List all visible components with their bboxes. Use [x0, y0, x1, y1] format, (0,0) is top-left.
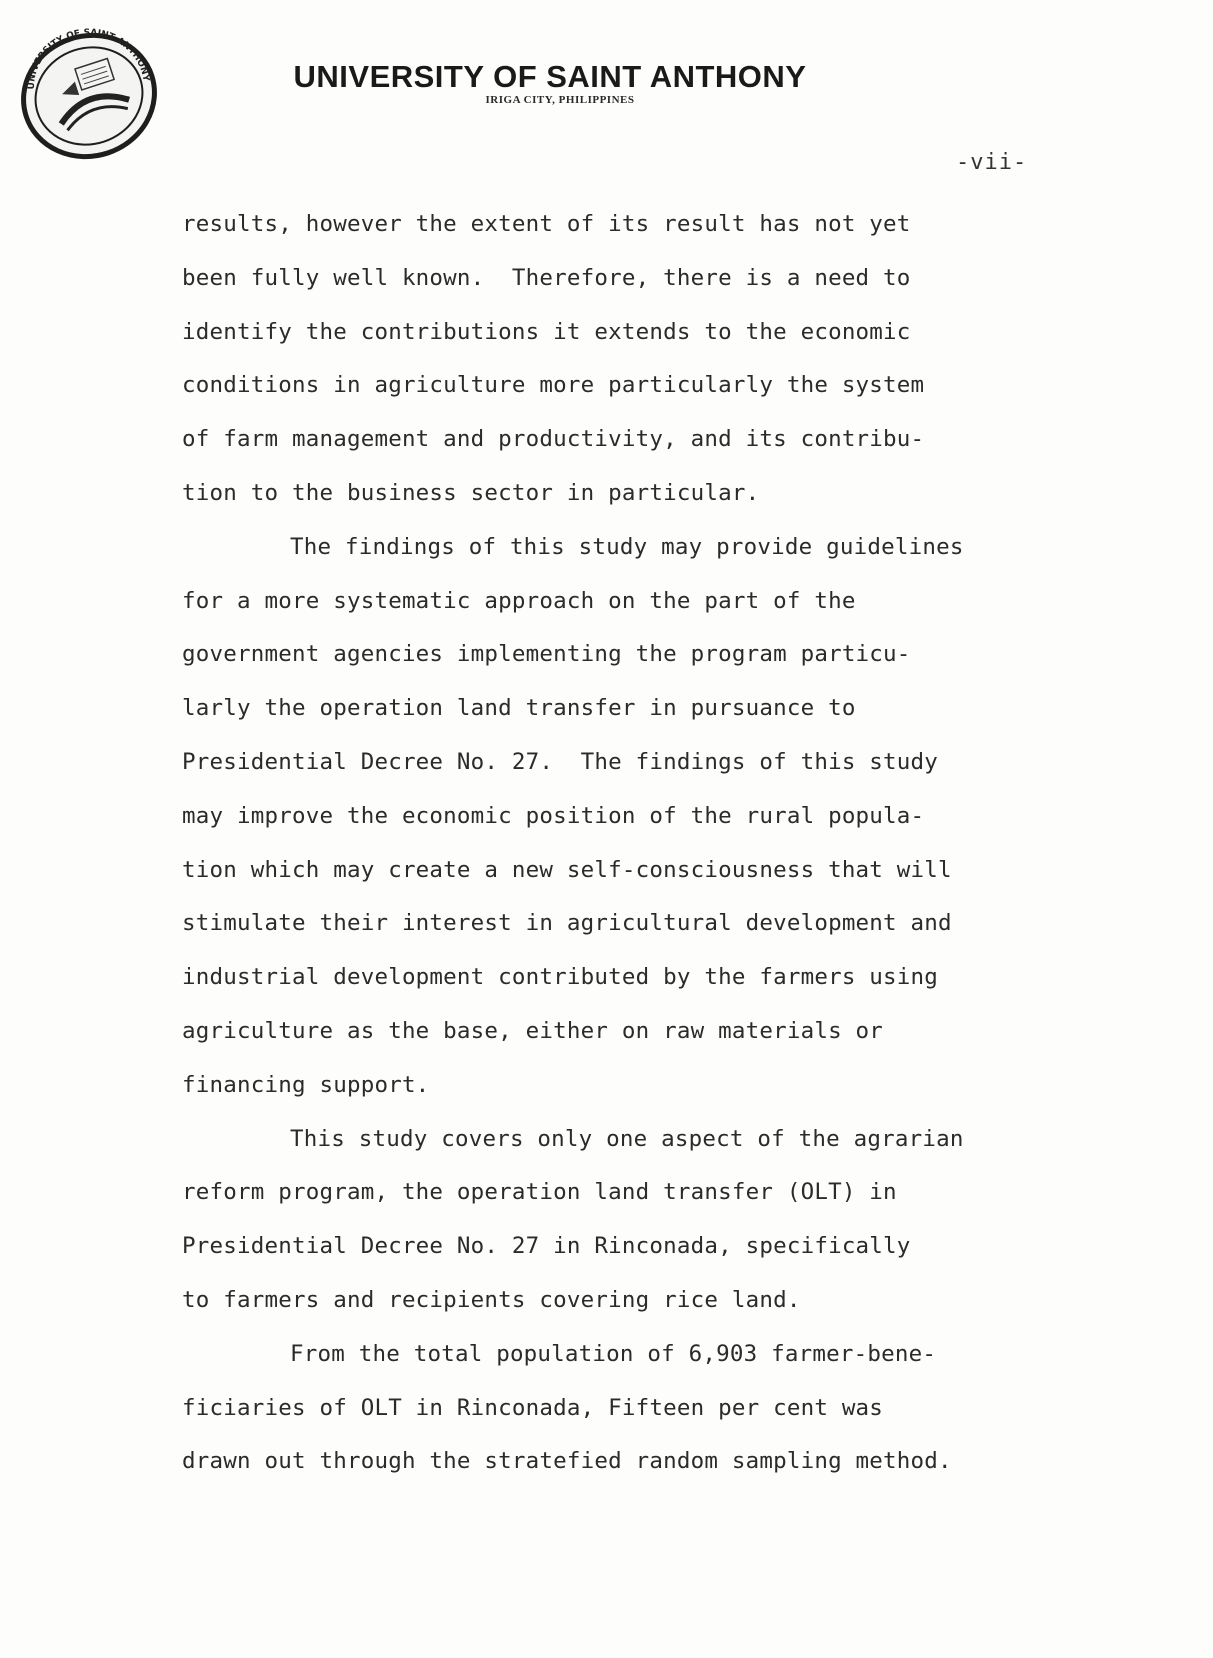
- svg-text:UNIVERSITY OF SAINT ANTHONY: UNIVERSITY OF SAINT ANTHONY: [26, 28, 151, 90]
- paragraph: [182, 521, 1112, 1113]
- paragraph: [182, 1113, 1112, 1328]
- university-name: UNIVERSITY OF SAINT ANTHONY: [293, 59, 807, 94]
- text-line: The findings of this study may provide guidelines: [290, 533, 964, 560]
- text-line: tion which may create a new self-consciousness that will: [182, 856, 952, 883]
- university-seal-icon: [14, 26, 164, 164]
- text-line: larly the operation land transfer in pursuance to: [182, 695, 856, 722]
- text-line: been fully well known. Therefore, there is a need to: [182, 264, 911, 291]
- letterhead: [270, 60, 830, 106]
- text-line: financing support.: [182, 1071, 430, 1098]
- text-line: for a more systematic approach on the part of the: [182, 587, 856, 614]
- text-line: This study covers only one aspect of the agrarian: [290, 1125, 964, 1152]
- body-text: [182, 198, 1112, 1489]
- text-line: identify the contributions it extends to the economic: [182, 318, 911, 345]
- paragraph: [182, 1328, 1112, 1489]
- text-line: From the total population of 6,903 farmer-bene-: [290, 1340, 937, 1367]
- text-line: reform program, the operation land transfer (OLT) in: [182, 1179, 897, 1206]
- text-line: Presidential Decree No. 27. The findings of this study: [182, 748, 939, 775]
- text-line: stimulate their interest in agricultural development and: [182, 910, 952, 937]
- text-line: Presidential Decree No. 27 in Rinconada, specifically: [182, 1233, 911, 1260]
- text-line: tion to the business sector in particular.: [182, 479, 760, 506]
- text-line: government agencies implementing the program particu-: [182, 641, 911, 668]
- text-line: drawn out through the stratefied random sampling method.: [182, 1448, 952, 1475]
- text-line: of farm management and productivity, and its contribu-: [182, 426, 925, 453]
- university-location: IRIGA CITY, PHILIPPINES: [485, 94, 635, 106]
- page-number: -vii-: [956, 150, 1028, 175]
- text-line: results, however the extent of its result has not yet: [182, 211, 911, 237]
- text-line: agriculture as the base, either on raw materials or: [182, 1017, 884, 1044]
- text-line: may improve the economic position of the rural popula-: [182, 802, 925, 829]
- text-line: to farmers and recipients covering rice land.: [182, 1286, 801, 1313]
- text-line: industrial development contributed by the farmers using: [182, 964, 939, 991]
- paragraph: [182, 198, 1112, 521]
- text-line: conditions in agriculture more particularly the system: [182, 372, 925, 399]
- text-line: ficiaries of OLT in Rinconada, Fifteen per cent was: [182, 1394, 884, 1421]
